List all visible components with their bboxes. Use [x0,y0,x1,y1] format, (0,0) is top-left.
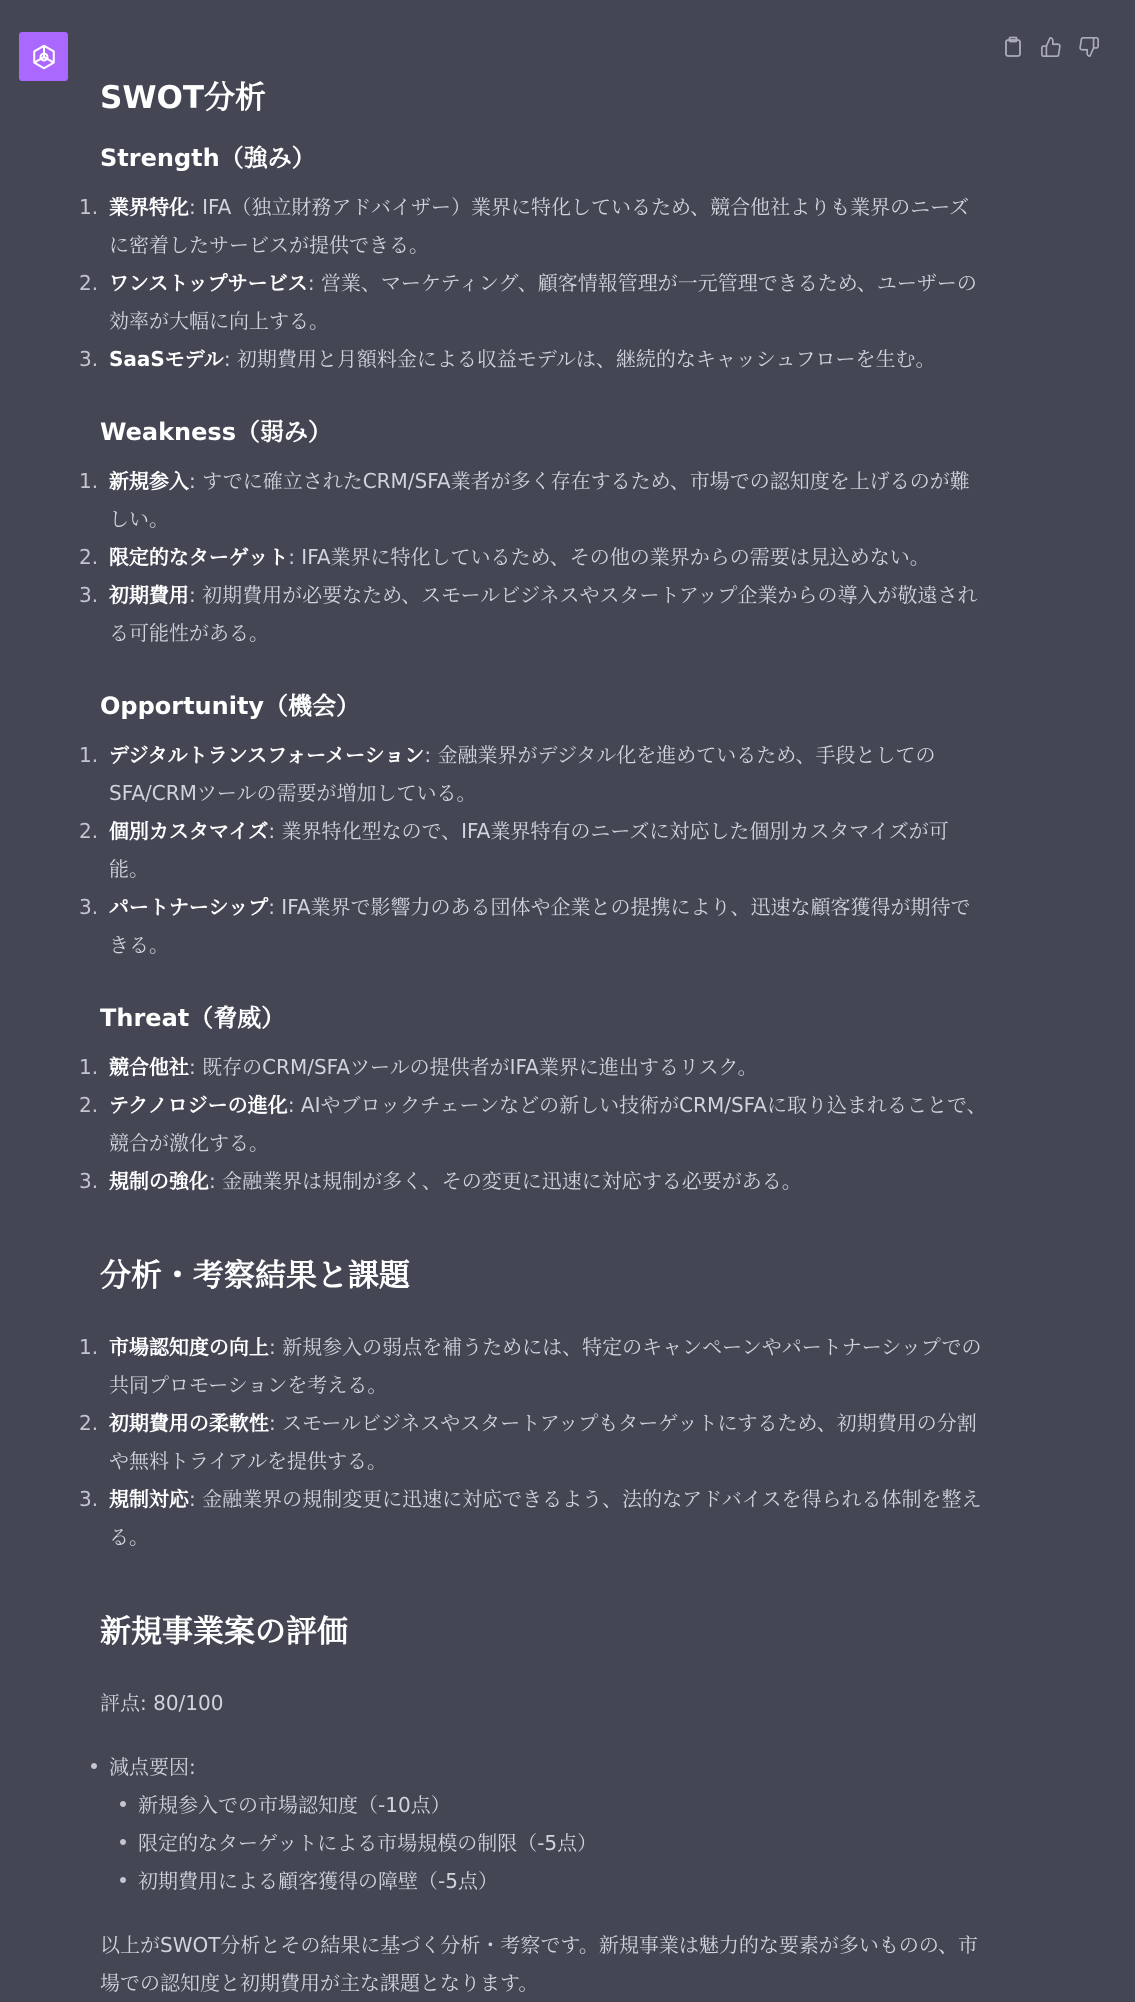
thumbs-up-button[interactable] [1039,35,1063,59]
thumbs-down-icon [1078,36,1100,58]
threat-list [100,1048,988,1200]
list-item: 個別カスタマイズ: 業界特化型なので、IFA業界特有のニーズに対応した個別カスタマイズが可能。 [109,819,949,881]
threat-heading: Threat（脅威） [100,1004,286,1032]
assistant-avatar [19,32,68,81]
list-item: 市場認知度の向上: 新規参入の弱点を補うためには、特定のキャンペーンやパートナーシップでの共同プロモーションを考える。 [109,1335,982,1397]
list-item: 新規参入での市場認知度（-10点） [138,1786,988,1824]
message-actions [1001,35,1101,59]
thumbs-up-icon [1040,36,1062,58]
list-item: 業界特化: IFA（独立財務アドバイザー）業界に特化しているため、競合他社よりも業界のニーズに密着したサービスが提供できる。 [109,195,970,257]
analysis-heading: 分析・考察結果と課題 [100,1258,410,1294]
analysis-list [100,1328,988,1556]
evaluation-heading: 新規事業案の評価 [100,1614,348,1650]
deduction-label: 減点要因: [109,1755,196,1779]
list-item: 初期費用による顧客獲得の障壁（-5点） [138,1862,988,1900]
list-item [109,1748,988,1900]
list-item: 新規参入: すでに確立されたCRM/SFA業者が多く存在するため、市場での認知度を上げるのが難しい。 [109,469,970,531]
list-item: SaaSモデル: 初期費用と月額料金による収益モデルは、継続的なキャッシュフローを生む。 [109,347,936,371]
list-item: 規制の強化: 金融業界は規制が多く、その変更に迅速に対応する必要がある。 [109,1169,802,1193]
list-item: 競合他社: 既存のCRM/SFAツールの提供者がIFA業界に進出するリスク。 [109,1055,758,1079]
clipboard-icon [1003,36,1023,58]
strength-list [100,188,988,378]
swot-heading: SWOT分析 [100,80,267,116]
openai-logo-icon [29,42,59,72]
list-item: ワンストップサービス: 営業、マーケティング、顧客情報管理が一元管理できるため、ユーザーの効率が大幅に向上する。 [109,271,977,333]
list-item: 初期費用: 初期費用が必要なため、スモールビジネスやスタートアップ企業からの導入が敬遠される可能性がある。 [109,583,978,645]
score-text: 評点: 80/100 [100,1691,224,1715]
deduction-list [100,1748,988,1900]
list-item: テクノロジーの進化: AIやブロックチェーンなどの新しい技術がCRM/SFAに取り込まれることで、競合が激化する。 [109,1093,987,1155]
opportunity-list [100,736,988,964]
copy-button[interactable] [1001,35,1025,59]
list-item: 初期費用の柔軟性: スモールビジネスやスタートアップもターゲットにするため、初期費用の分割や無料トライアルを提供する。 [109,1411,977,1473]
assistant-message [100,72,988,2002]
strength-heading: Strength（強み） [100,144,316,172]
weakness-heading: Weakness（弱み） [100,418,332,446]
list-item: 限定的なターゲットによる市場規模の制限（-5点） [138,1824,988,1862]
list-item: パートナーシップ: IFA業界で影響力のある団体や企業との提携により、迅速な顧客獲得が期待できる。 [109,895,971,957]
list-item: 限定的なターゲット: IFA業界に特化しているため、その他の業界からの需要は見込めない。 [109,545,930,569]
thumbs-down-button[interactable] [1077,35,1101,59]
list-item: 規制対応: 金融業界の規制変更に迅速に対応できるよう、法的なアドバイスを得られる体制を整える。 [109,1487,982,1549]
conclusion-text: 以上がSWOT分析とその結果に基づく分析・考察です。新規事業は魅力的な要素が多いものの、市場での認知度と初期費用が主な課題となります。 [100,1933,979,1995]
opportunity-heading: Opportunity（機会） [100,692,361,720]
deduction-sublist [109,1786,988,1900]
list-item: デジタルトランスフォーメーション: 金融業界がデジタル化を進めているため、手段としてのSFA/CRMツールの需要が増加している。 [109,743,936,805]
weakness-list [100,462,988,652]
